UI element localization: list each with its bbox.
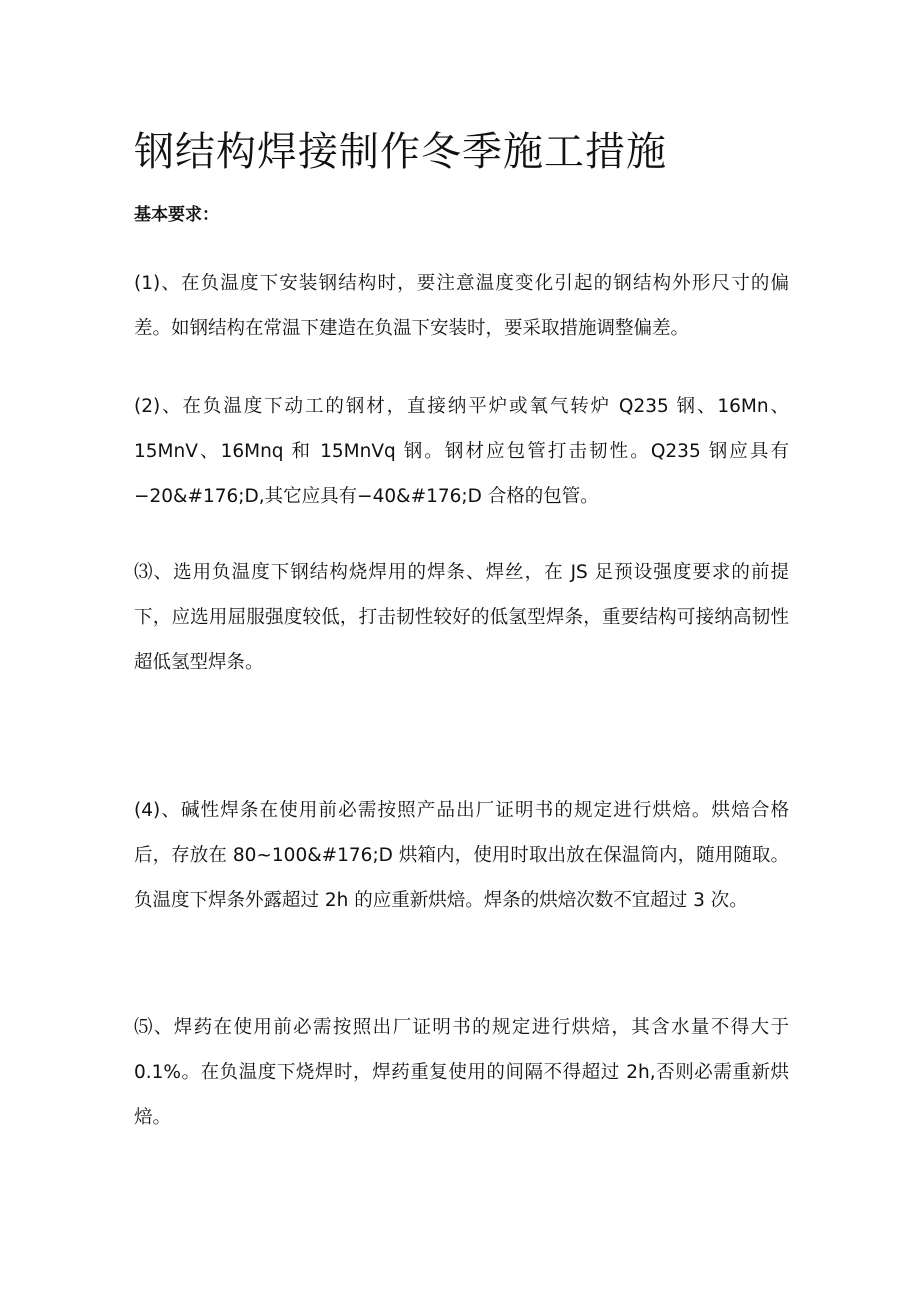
section-heading: 基本要求： <box>134 205 219 225</box>
paragraph-1: (1)、在负温度下安装钢结构时，要注意温度变化引起的钢结构外形尺寸的偏差。如钢结构在常温下建造在负温下安装时，要采取措施调整偏差。 <box>134 273 789 339</box>
paragraph-4: (4)、碱性焊条在使用前必需按照产品出厂证明书的规定进行烘焙。烘焙合格后，存放在 80~100&#176;D 烘箱内，使用时取出放在保温筒内，随用随取。负温度下焊条外露超过 2h 的应重新烘焙。焊条的烘焙次数不宜超过 3 次。 <box>134 800 789 911</box>
paragraph-3: ⑶、选用负温度下钢结构烧焊用的焊条、焊丝，在 JS 足预设强度要求的前提下，应选用屈服强度较低，打击韧性较好的低氢型焊条，重要结构可接纳高韧性超低氢型焊条。 <box>134 562 789 673</box>
paragraph-5: ⑸、焊药在使用前必需按照出厂证明书的规定进行烘焙，其含水量不得大于 0.1%。在负温度下烧焊时，焊药重复使用的间隔不得超过 2h,否则必需重新烘焙。 <box>134 1017 789 1128</box>
document-title: 钢结构焊接制作冬季施工措施 <box>134 129 667 175</box>
paragraph-2: (2)、在负温度下动工的钢材，直接纳平炉或氧气转炉 Q235 钢、16Mn、15MnV、16Mnq 和 15MnVq 钢。钢材应包管打击韧性。Q235 钢应具有−20&#176;D,其它应具有−40&#176;D 合格的包管。 <box>134 396 789 507</box>
